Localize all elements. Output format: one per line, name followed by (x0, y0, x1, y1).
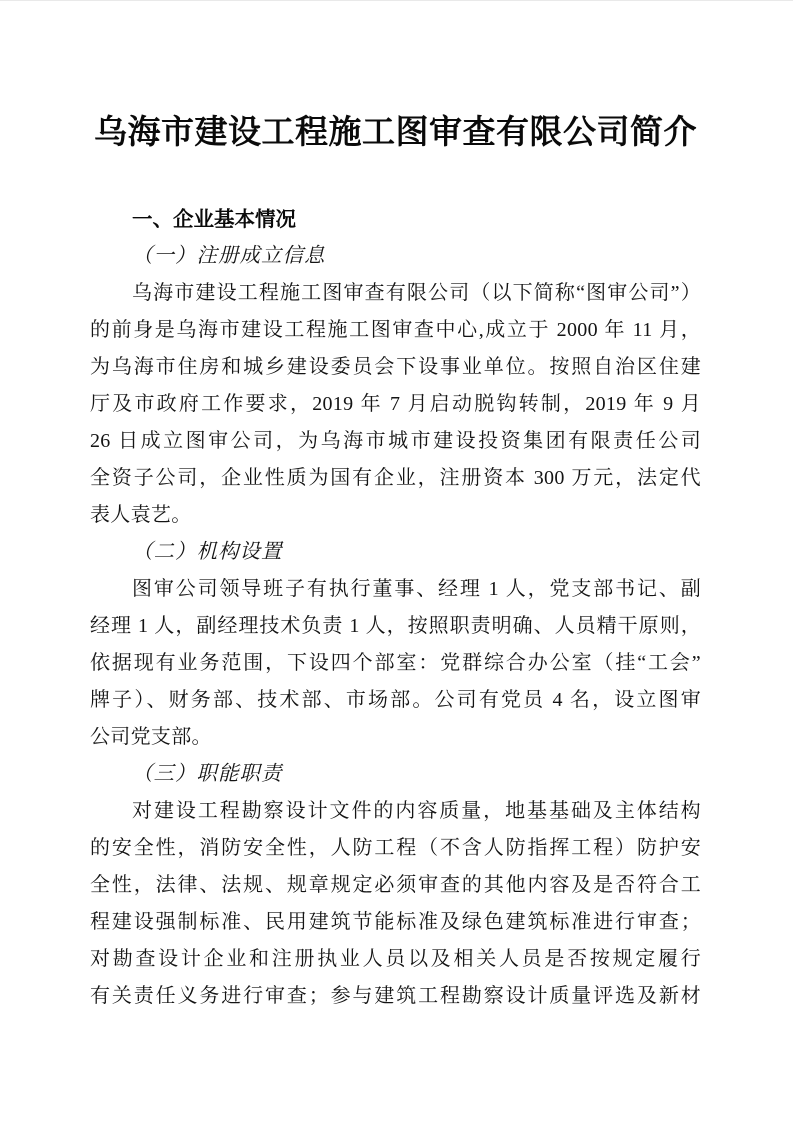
paragraph-line: 表人袁艺。 (90, 504, 192, 526)
paragraph-line: 对建设工程勘察设计文件的内容质量，地基基础及主体结构 (132, 800, 701, 822)
subsection-heading: （二）机构设置 (132, 541, 283, 563)
section-heading: 一、企业基本情况 (132, 208, 296, 231)
paragraph-line: 经理 1 人，副经理技术负责 1 人，按照职责明确、人员精干原则， (90, 615, 701, 637)
paragraph-line: 对勘查设计企业和注册执业人员以及相关人员是否按规定履行 (90, 948, 701, 970)
paragraph-line: 图审公司领导班子有执行董事、经理 1 人，党支部书记、副 (132, 578, 701, 600)
paragraph-line: 全资子公司，企业性质为国有企业，注册资本 300 万元，法定代 (90, 467, 701, 489)
paragraph-line: 牌子）、财务部、技术部、市场部。公司有党员 4 名，设立图审 (90, 689, 701, 711)
subsection-heading: （三）职能职责 (132, 763, 283, 785)
paragraph-line: 程建设强制标准、民用建筑节能标准及绿色建筑标准进行审查； (90, 911, 701, 933)
paragraph-line: 26 日成立图审公司，为乌海市城市建设投资集团有限责任公司 (90, 430, 701, 452)
paragraph-line: 的前身是乌海市建设工程施工图审查中心,成立于 2000 年 11 月， (90, 319, 701, 341)
paragraph-line: 为乌海市住房和城乡建设委员会下设事业单位。按照自治区住建 (90, 356, 701, 378)
subsection-heading: （一）注册成立信息 (132, 245, 326, 267)
paragraph-line: 依据现有业务范围，下设四个部室：党群综合办公室（挂“工会” (90, 652, 701, 674)
document-page (0, 1, 793, 1123)
document-body (90, 201, 701, 1015)
paragraph-line: 的安全性，消防安全性，人防工程（不含人防指挥工程）防护安 (90, 837, 701, 859)
document-title: 乌海市建设工程施工图审查有限公司简介 (94, 115, 697, 151)
paragraph-line: 全性，法律、法规、规章规定必须审查的其他内容及是否符合工 (90, 874, 701, 896)
paragraph-line: 有关责任义务进行审查；参与建筑工程勘察设计质量评选及新材 (90, 985, 701, 1007)
paragraph-line: 厅及市政府工作要求，2019 年 7 月启动脱钩转制，2019 年 9 月 (90, 393, 701, 415)
paragraph-line: 公司党支部。 (90, 726, 212, 748)
paragraph-line: 乌海市建设工程施工图审查有限公司（以下简称“图审公司”） (132, 282, 701, 304)
